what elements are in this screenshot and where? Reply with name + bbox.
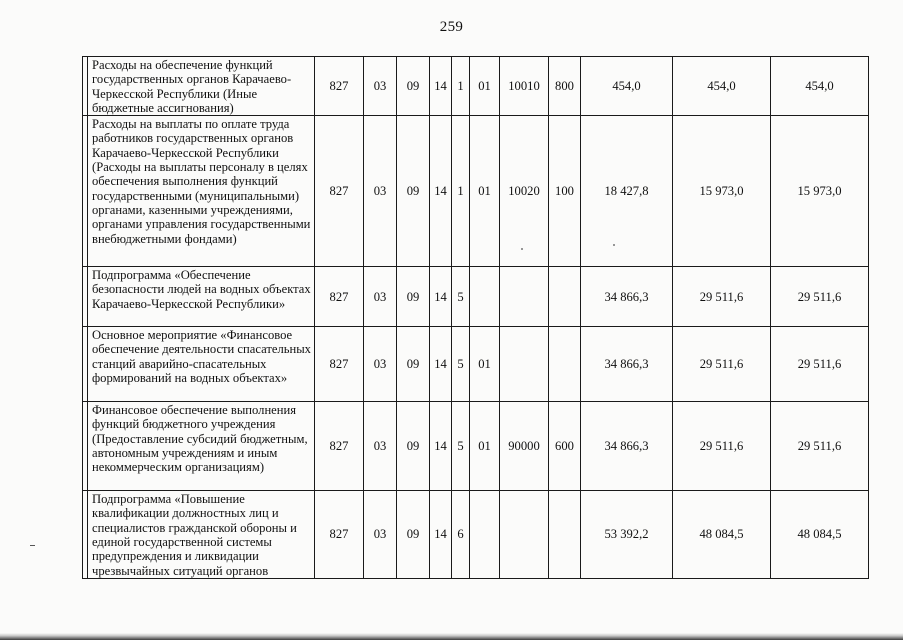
description-cell: Подпрограмма «Обеспечение безопасности людей на водных объектах Карачаево-Черкесской Республики»: [88, 267, 315, 327]
table-row: [83, 57, 869, 116]
program-code-cell: 14: [430, 267, 452, 327]
scan-speck: [521, 248, 523, 250]
amount-year-1-cell: 34 866,3: [581, 267, 673, 327]
amount-year-2-cell: 29 511,6: [673, 402, 771, 491]
section-code-cell: 03: [364, 267, 397, 327]
subprogram-code-cell: 1: [452, 116, 470, 267]
amount-year-1-cell: 34 866,3: [581, 327, 673, 402]
expense-type-cell: [549, 491, 581, 579]
amount-year-3-cell: 15 973,0: [771, 116, 869, 267]
event-code-cell: 01: [470, 402, 500, 491]
table-row: [83, 267, 869, 327]
event-code-cell: [470, 491, 500, 579]
event-code-cell: [470, 267, 500, 327]
section-code-cell: 03: [364, 327, 397, 402]
amount-year-2-cell: 48 084,5: [673, 491, 771, 579]
subsection-code-cell: 09: [397, 57, 430, 116]
subprogram-code-cell: 5: [452, 327, 470, 402]
scan-speck: [613, 244, 615, 246]
description-cell: Основное мероприятие «Финансовое обеспечение деятельности спасательных станций аварийно-спасательных формирований на водных объектах»: [88, 327, 315, 402]
ministry-code-cell: 827: [315, 116, 364, 267]
amount-year-3-cell: 29 511,6: [771, 327, 869, 402]
description-cell: Финансовое обеспечение выполнения функций бюджетного учреждения (Предоставление субсидий бюджетным, автономным учреждениям и иным некоммерческим организациям): [88, 402, 315, 491]
table-row: [83, 116, 869, 267]
direction-code-cell: [500, 267, 549, 327]
margin-mark: [30, 545, 35, 546]
subprogram-code-cell: 5: [452, 267, 470, 327]
expense-type-cell: 800: [549, 57, 581, 116]
expense-type-cell: [549, 267, 581, 327]
description-cell: Расходы на выплаты по оплате труда работников государственных органов Карачаево-Черкесской Республики (Расходы на выплаты персоналу в целях обеспечения выполнения функций государственными (муниципальными) органами, казенными учреждениями, органами управления государственными внебюджетными фондами): [88, 116, 315, 267]
scan-bottom-edge: [0, 633, 903, 640]
section-code-cell: 03: [364, 57, 397, 116]
program-code-cell: 14: [430, 402, 452, 491]
event-code-cell: 01: [470, 57, 500, 116]
table-row: [83, 491, 869, 579]
section-code-cell: 03: [364, 491, 397, 579]
ministry-code-cell: 827: [315, 327, 364, 402]
direction-code-cell: 10020: [500, 116, 549, 267]
table-row: [83, 327, 869, 402]
ministry-code-cell: 827: [315, 267, 364, 327]
subsection-code-cell: 09: [397, 116, 430, 267]
amount-year-1-cell: 34 866,3: [581, 402, 673, 491]
description-cell: Подпрограмма «Повышение квалификации должностных лиц и специалистов гражданской обороны и единой государственной системы предупреждения и ликвидации чрезвычайных ситуаций органов: [88, 491, 315, 579]
budget-table: [82, 56, 869, 579]
direction-code-cell: [500, 491, 549, 579]
subsection-code-cell: 09: [397, 491, 430, 579]
event-code-cell: 01: [470, 116, 500, 267]
direction-code-cell: 90000: [500, 402, 549, 491]
ministry-code-cell: 827: [315, 402, 364, 491]
amount-year-2-cell: 15 973,0: [673, 116, 771, 267]
subprogram-code-cell: 1: [452, 57, 470, 116]
amount-year-3-cell: 48 084,5: [771, 491, 869, 579]
expense-type-cell: 100: [549, 116, 581, 267]
subsection-code-cell: 09: [397, 327, 430, 402]
direction-code-cell: 10010: [500, 57, 549, 116]
amount-year-1-cell: 18 427,8: [581, 116, 673, 267]
expense-type-cell: [549, 327, 581, 402]
amount-year-2-cell: 29 511,6: [673, 327, 771, 402]
section-code-cell: 03: [364, 116, 397, 267]
amount-year-1-cell: 53 392,2: [581, 491, 673, 579]
program-code-cell: 14: [430, 57, 452, 116]
amount-year-3-cell: 454,0: [771, 57, 869, 116]
subprogram-code-cell: 5: [452, 402, 470, 491]
ministry-code-cell: 827: [315, 57, 364, 116]
amount-year-3-cell: 29 511,6: [771, 267, 869, 327]
event-code-cell: 01: [470, 327, 500, 402]
subprogram-code-cell: 6: [452, 491, 470, 579]
amount-year-2-cell: 454,0: [673, 57, 771, 116]
subsection-code-cell: 09: [397, 402, 430, 491]
subsection-code-cell: 09: [397, 267, 430, 327]
direction-code-cell: [500, 327, 549, 402]
page-number: 259: [439, 19, 464, 35]
section-code-cell: 03: [364, 402, 397, 491]
amount-year-2-cell: 29 511,6: [673, 267, 771, 327]
program-code-cell: 14: [430, 116, 452, 267]
program-code-cell: 14: [430, 327, 452, 402]
program-code-cell: 14: [430, 491, 452, 579]
description-cell: Расходы на обеспечение функций государственных органов Карачаево-Черкесской Республики (Иные бюджетные ассигнования): [88, 57, 315, 116]
amount-year-1-cell: 454,0: [581, 57, 673, 116]
expense-type-cell: 600: [549, 402, 581, 491]
table-row: [83, 402, 869, 491]
ministry-code-cell: 827: [315, 491, 364, 579]
amount-year-3-cell: 29 511,6: [771, 402, 869, 491]
